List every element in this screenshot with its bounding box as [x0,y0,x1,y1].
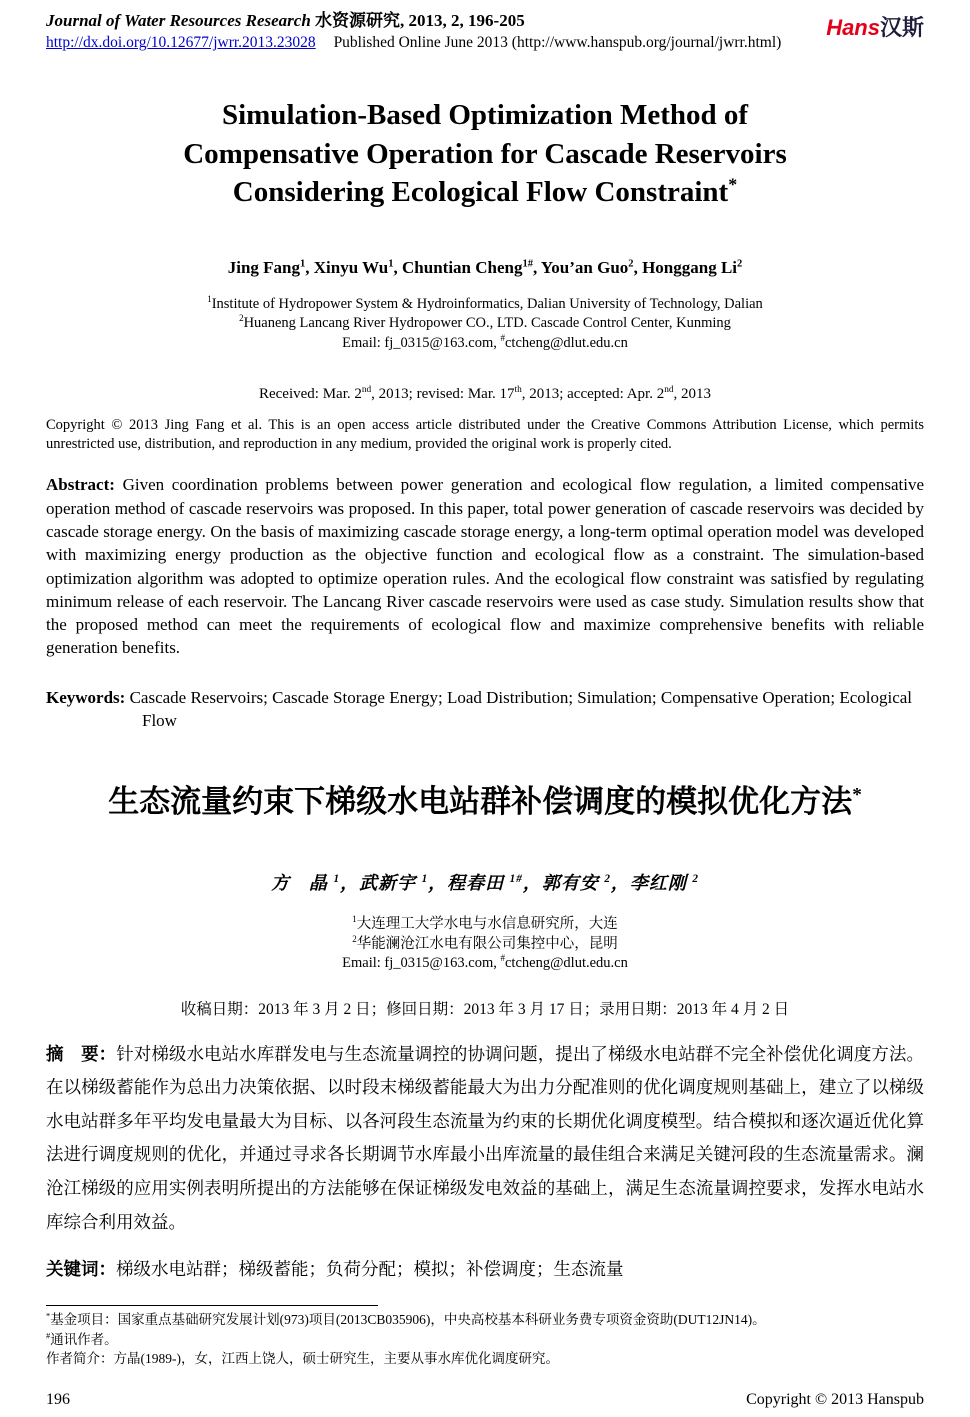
page-footer [46,1391,924,1409]
cn-paper-title: 生态流量约束下梯级水电站群补偿调度的模拟优化方法* [108,784,862,820]
doi-link[interactable]: http://dx.doi.org/10.12677/jwrr.2013.23028 [46,34,316,52]
keywords-text: Cascade Reservoirs; Cascade Storage Energy; Load Distribution; Simulation; Compensative Operation; Ecological Flow [129,687,913,730]
footnotes [46,1305,924,1369]
cn-keywords-section [46,1256,924,1281]
footnote-funding: *基金项目：国家重点基础研究发展计划(973)项目(2013CB035906)，中央高校基本科研业务费专项资金资助(DUT12JN14)。 [46,1311,766,1328]
cn-affiliation-2: $^2$华能澜沧江水电有限公司集控中心，昆明 [352,933,618,952]
journal-name: Journal of Water Resources Research [46,11,311,30]
abstract-section [46,473,924,659]
journal-header [46,10,924,52]
cn-abstract-label: 摘 要： [46,1043,117,1064]
cn-affiliations [46,915,924,973]
journal-name-cn: 水资源研究, 2013, 2, 196-205 [315,11,525,30]
footer-copyright: Copyright © 2013 Hanspub [746,1391,924,1408]
keywords-section [46,686,924,733]
hanspub-logo [826,10,924,42]
cn-authors-line: 方 晶 $^1$，武新宇 $^1$，程春田 $^{1\#}$，郭有安 $^2$，李红刚 $^2$ [271,873,699,894]
cn-dates-line: 收稿日期：2013 年 3 月 2 日；修回日期：2013 年 3 月 17 日；录用日期：2013 年 4 月 2 日 [180,1000,790,1018]
cn-keywords-text: 梯级水电站群；梯级蓄能；负荷分配；模拟；补偿调度；生态流量 [116,1259,624,1280]
footnote-separator [46,1305,378,1306]
doi-line [46,34,781,52]
cn-affiliation-1: $^1$大连理工大学水电与水信息研究所，大连 [352,914,618,933]
keywords-label: Keywords: [46,687,126,707]
affiliation-2: $^2$Huaneng Lancang River Hydropower CO., LTD. Cascade Control Center, Kunming [239,313,731,332]
authors-line: Jing Fang$^1$, Xinyu Wu$^1$, Chuntian Cheng$^{1\#}$, You’an Guo$^2$, Honggang Li$^2$ [227,257,743,277]
cn-keywords-label: 关键词： [46,1259,116,1280]
hans-logo-en: Hans [826,15,880,40]
cn-email-line: Email: fj_0315@163.com, #ctcheng@dlut.edu.cn [342,953,628,972]
page-number: 196 [46,1391,70,1408]
hans-logo-cn: 汉斯 [879,15,924,40]
journal-line [46,10,781,31]
email-line: Email: fj_0315@163.com, #ctcheng@dlut.edu.cn [342,332,628,351]
abstract-label: Abstract: [46,475,115,495]
cn-abstract-section [46,1038,924,1240]
footnote-corresponding-author: #通讯作者。 [46,1331,118,1347]
copyright-notice: Copyright © 2013 Jing Fang et al. This is an open access article distributed under the Creative Commons Attribution License, which permits unrestricted use, distribution, and reproduction in any medium, provided the original work is properly cited. [46,417,924,453]
journal-info [46,10,781,52]
affiliation-1: $^1$Institute of Hydropower System & Hydroinformatics, Dalian University of Technology, Dalian [207,294,763,312]
affiliations [46,295,924,353]
abstract-text: Given coordination problems between power generation and ecological flow regulation, a limited compensative operation method of cascade reservoirs was proposed. In this paper, total power generation of cascade reservoirs was decided by cascade storage energy. On the basis of maximizing cascade storage energy, a long-term optimal operation model was developed with maximizing energy production as the objective function and ecological flow as a constraint. The simulation-based optimization algorithm was adopted to optimize operation rules. And the ecological flow constraint was satisfied by regulating minimum release of each reservoir. The Lancang River cascade reservoirs were used as case study. Simulation results show that the proposed method can meet the requirements of ecological flow and maximize comprehensive benefits with reliable generation benefits. [46,475,924,658]
published-online: Published Online June 2013 (http://www.hanspub.org/journal/jwrr.html) [333,34,782,52]
paper-title: Simulation-Based Optimization Method of Compensative Operation for Cascade Reservoirs Considering Ecological Flow Constraint* [183,99,787,209]
footnote-author-bio: 作者简介：方晶(1989-)，女，江西上饶人，硕士研究生，主要从事水库优化调度研究。 [46,1351,559,1367]
cn-abstract-text: 针对梯级水电站水库群发电与生态流量调控的协调问题，提出了梯级水电站群不完全补偿优化调度方法。在以梯级蓄能作为总出力决策依据、以时段末梯级蓄能最大为出力分配准则的优化调度规则基础上，建立了以梯级水电站群多年平均发电量最大为目标、以各河段生态流量为约束的长期优化调度模型。结合模拟和逐次逼近优化算法进行调度规则的优化，并通过寻求各长期调节水库最小出库流量的最佳组合来满足关键河段的生态流量需求。澜沧江梯级的应用实例表明所提出的方法能够在保证梯级发电效益的基础上，满足生态流量调控要求，发挥水电站水库综合利用效益。 [46,1043,925,1232]
dates-line: Received: Mar. 2nd, 2013; revised: Mar. 17th, 2013; accepted: Apr. 2nd, 2013 [258,385,711,403]
